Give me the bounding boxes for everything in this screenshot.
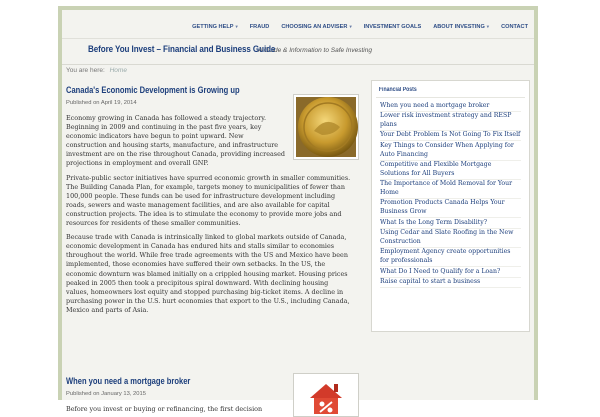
nav-contact[interactable] [501, 24, 528, 30]
sidebar-post-link[interactable]: Your Debt Problem Is Not Going To Fix Itself [380, 131, 521, 142]
nav-label: FRAUD [249, 24, 270, 30]
sidebar-post-link[interactable]: Key Things to Consider When Applying for Auto Financing [380, 141, 521, 160]
post-thumbnail-house[interactable] [293, 373, 359, 417]
post-paragraph: Because trade with Canada is intrinsically linked to global markets outside of Canada, economic development in Canada has endured hits and stalls similar to economies throughout the world. While free trade agreements with the US and Mexico have been implemented, those economies have suffered their own setbacks. In the US, the economic downturn was blamed initially on a crippled housing market. Housing prices peaked in 2005 then took a precipitous spiral downward. With declining housing values, homeowners lost equity and stopped purchasing big-ticket items. A decline in purchasing power in the U.S. hurt economies that export to the U.S., including Canada, Mexico and parts of Asia. [66, 233, 350, 314]
house-percent-image [296, 376, 356, 414]
sidebar-post-link[interactable]: Lower risk investment strategy and RESP plans [380, 112, 521, 131]
page [62, 10, 534, 413]
nav-label: ABOUT INVESTING [433, 24, 485, 30]
post-article [66, 78, 356, 315]
post-date: January 13, 2015 [101, 391, 146, 397]
sidebar-post-link[interactable]: Raise capital to start a business [380, 278, 521, 289]
nav-divider [62, 38, 534, 39]
breadcrumb-home-link[interactable]: Home [109, 67, 127, 74]
nav-label: CONTACT [501, 24, 528, 30]
sidebar-post-link[interactable]: Using Cedar and Slate Roofing in the New Construction [380, 229, 521, 248]
nav-fraud[interactable] [250, 24, 270, 30]
header-divider [62, 64, 534, 65]
sidebar-post-link[interactable]: What Do I Need to Qualify for a Loan? [380, 267, 521, 278]
post-title-link[interactable]: When you need a mortgage broker [66, 376, 191, 386]
post-paragraph: Before you invest or buying or refinancing, the first decision [66, 405, 263, 413]
sidebar-post-link[interactable]: Promotion Products Canada Helps Your Business Grow [380, 199, 521, 218]
sidebar-post-link[interactable]: The Importance of Mold Removal for Your Home [380, 180, 521, 199]
meta-prefix: Published on [66, 391, 100, 397]
site-title[interactable]: Before You Invest – Financial and Business Guide [88, 43, 276, 54]
sidebar-post-list [372, 98, 529, 288]
sidebar-heading: Financial Posts [378, 87, 417, 93]
post-title-link[interactable]: Canada's Economic Development is Growing up [66, 85, 240, 95]
breadcrumb-prefix: You are here: [66, 67, 105, 74]
chevron-down-icon: ▾ [349, 24, 352, 29]
post-thumbnail-coin[interactable] [293, 94, 359, 160]
post-paragraph: Economy growing in Canada has followed a steady trajectory. Beginning in 2009 and continuing in the past five years, key economic indicators have begun to point upward. New construction and housing starts, manufacture, and infrastructure investment are on the rise throughout Canada, providing increased projections in employment and overall GNP. [66, 114, 285, 168]
meta-prefix: Published on [66, 100, 100, 106]
sidebar-post-link[interactable]: What Is the Long Term Disability? [380, 218, 521, 229]
breadcrumb [66, 67, 127, 74]
nav-about-investing[interactable] [433, 24, 489, 30]
chevron-down-icon: ▾ [235, 24, 238, 29]
chevron-down-icon: ▾ [486, 24, 490, 29]
nav-label: GETTING HELP [192, 24, 234, 30]
site-tagline: A Guide & Information to Safe Investing [258, 47, 372, 54]
post-date: April 19, 2014 [100, 100, 137, 106]
nav-investment-goals[interactable] [364, 24, 422, 30]
nav-getting-help[interactable] [192, 24, 238, 30]
nav-label: CHOOSING AN ADVISER [281, 24, 348, 30]
sidebar-post-link[interactable]: Employment Agency create opportunities for professionals [380, 248, 521, 267]
post-paragraph: Private-public sector initiatives have spurred economic growth in smaller communities. The Building Canada Plan, for example, targets money to municipalities of fewer than 100,000 people. These funds can be used for infrastructure development including roads, sewers and waste management facilities, and are also available for capital construction projects. The idea is to stimulate the economy to provide more jobs and resources for residents of these smaller communities. [66, 173, 351, 228]
site-header [88, 43, 372, 54]
sidebar-post-link[interactable]: When you need a mortgage broker [380, 101, 521, 112]
sidebar-financial-posts [371, 80, 530, 332]
main-nav [180, 20, 528, 34]
coin-image [296, 97, 356, 157]
nav-label: INVESTMENT GOALS [363, 24, 422, 30]
main-content [66, 78, 356, 413]
sidebar-post-link[interactable]: Competitive and Flexible Mortgage Solutions for All Buyers [380, 161, 521, 180]
nav-choosing-an-adviser[interactable] [281, 24, 351, 30]
